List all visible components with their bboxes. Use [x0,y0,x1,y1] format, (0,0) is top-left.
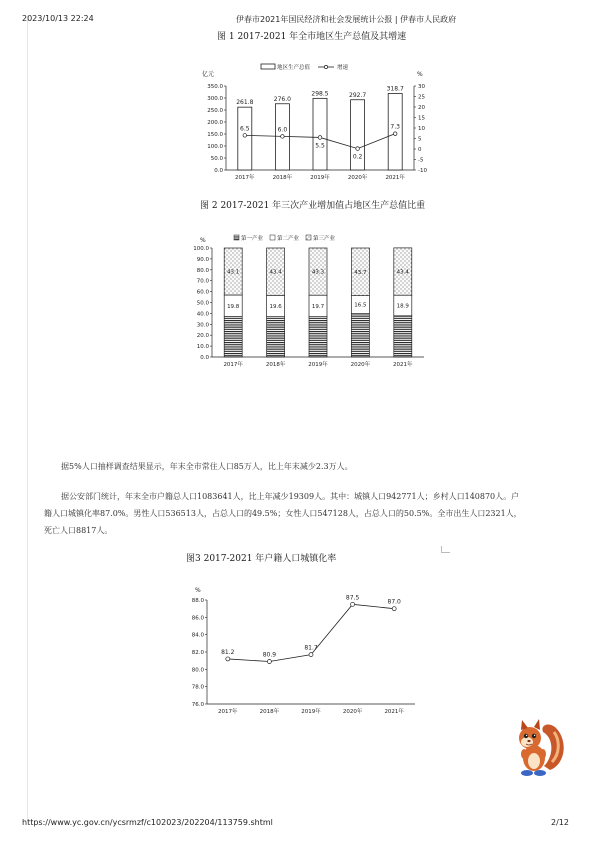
chart1-bar [313,98,327,170]
chart1-y-left-tick-label: 150.0 [207,132,223,138]
chart2-segment-value-label: 43.4 [269,269,282,276]
figure-1-title: 图 1 2017-2021 年全市地区生产总值及其增速 [217,32,407,42]
chart1-x-tick-label: 2021年 [385,175,405,181]
chart1-x-tick-label: 2020年 [347,175,368,181]
chart2-legend-secondary-swatch [270,235,275,240]
chart2-x-tick-label: 2020年 [350,362,371,368]
chart2-y-tick-label: 60.0 [196,289,209,296]
chart2-x-tick-label: 2017年 [223,362,243,368]
chart2-bar-segment [224,317,242,357]
chart1-y-right-tick-label: 20 [418,105,425,111]
chart3-y-tick-label: 76.0 [191,702,204,708]
chart1-legend-line-label: 增速 [337,65,349,71]
chart3-point [267,660,271,664]
chart1-y-left-tick-label: 300.0 [207,96,223,102]
chart2-segment-value-label: 43.1 [227,269,240,276]
chart1-y-left-tick-label: 0.0 [214,168,223,174]
chart2-x-tick-label: 2021年 [393,362,413,368]
chart1-bar [238,107,252,170]
chart1-y-left-tick-label: 100.0 [207,144,223,150]
chart3-y-tick-label: 80.0 [191,667,204,674]
chart3-y-tick-label: 86.0 [191,615,204,622]
chart1-y-left-tick-label: 350.0 [207,84,223,90]
chart2-bar-segment [394,316,412,357]
chart1-y-left-label: 亿元 [202,71,215,78]
chart1-growth-value-label: 7.3 [390,123,400,131]
chart2-segment-value-label: 18.9 [396,303,409,310]
chart3-x-tick-label: 2018年 [259,709,280,715]
figure-1-chart [190,60,440,185]
chart3-value-label: 81.7 [304,644,318,652]
chart2-segment-value-label: 43.4 [396,269,409,276]
chart1-y-right-tick-label: -5 [418,157,424,164]
chart1-bar-value-label: 261.8 [236,99,254,107]
chart1-y-right-tick-label: 30 [418,84,425,90]
figure-3-title: 图3 2017-2021 年户籍人口城镇化率 [186,554,337,564]
chart1-growth-point [281,135,285,139]
chart2-bar-segment [351,314,369,357]
chart2-segment-value-label: 19.8 [227,303,240,310]
chart2-legend-tertiary-label: 第三产业 [313,236,336,242]
chart2-y-tick-label: 50.0 [196,300,209,307]
chart2-legend-primary-swatch [234,235,239,240]
chart1-y-right-tick-label: 25 [418,94,425,101]
paragraph-registered-line2: 籍人口城镇化率87.0%。男性人口536513人，占总人口的49.5%；女性人口547128人，占总人口的50.5%。全市出生人口2321人， [44,509,522,518]
figure-3-chart [185,582,425,722]
chart3-value-label: 81.2 [221,648,235,656]
chart3-y-tick-label: 84.0 [191,632,204,639]
chart2-segment-value-label: 19.6 [269,303,282,310]
chart1-y-right-tick-label: -10 [418,168,427,174]
chart1-growth-point [356,147,360,151]
chart1-legend-bar-label: 地区生产总值 [277,65,311,71]
chart3-point [226,657,230,661]
chart2-legend [234,234,336,242]
chart3-point [309,653,313,657]
chart1-growth-value-label: 6.5 [240,125,250,133]
chart1-growth-value-label: 6.0 [277,126,288,134]
figure-2-title: 图 2 2017-2021 年三次产业增加值占地区生产总值比重 [200,201,426,211]
chart3-x-tick-label: 2019年 [301,709,321,715]
chart2-y-tick-label: 30.0 [196,322,209,329]
chart3-y-tick-label: 82.0 [191,650,204,656]
chart3-x-tick-label: 2021年 [384,709,404,715]
chart1-growth-value-label: 5.5 [315,142,325,150]
chart1-legend [261,63,349,71]
chart2-bar-segment [267,317,285,357]
figure-2-chart [192,232,432,372]
chart1-y-left-tick-label: 200.0 [207,120,223,126]
squirrel-mascot-icon [510,718,566,778]
chart1-bar-value-label: 318.7 [386,85,404,93]
print-timestamp: 2023/10/13 22:24 [22,14,94,23]
chart2-y-label: % [200,237,206,244]
chart3-y-label: % [195,587,201,594]
corner-mark [441,546,450,553]
chart2-legend-tertiary-swatch [306,235,311,240]
chart2-segment-value-label: 43.7 [354,269,367,276]
chart3-y-tick-label: 78.0 [191,684,204,691]
paragraph-population: 据5%人口抽样调查结果显示，年末全市常住人口85万人，比上年末减少2.3万人。 [61,462,353,471]
page-number: 2/12 [551,818,569,827]
chart1-bar-value-label: 298.5 [311,90,329,98]
chart1-y-left-tick-label: 50.0 [210,156,223,162]
chart3-x-tick-label: 2017年 [218,709,238,715]
chart2-bar-segment [309,317,327,357]
chart2-y-tick-label: 80.0 [196,267,209,274]
chart2-y-tick-label: 20.0 [196,333,209,340]
chart3-value-label: 80.9 [262,651,277,659]
page-url[interactable]: https://www.yc.gov.cn/ycsrmzf/c102023/202204/113759.shtml [22,818,273,827]
chart1-growth-point [318,136,322,140]
chart2-segment-value-label: 43.3 [311,269,325,276]
page-margin-rule [27,16,28,821]
chart2-legend-primary-label: 第一产业 [241,236,264,242]
chart1-x-tick-label: 2019年 [310,175,330,181]
chart2-x-tick-label: 2019年 [308,362,328,368]
chart3-value-label: 87.5 [345,594,360,602]
chart2-segment-value-label: 16.5 [354,302,367,309]
chart3-x-tick-label: 2020年 [342,709,363,715]
chart1-growth-value-label: 0.2 [352,153,363,161]
chart1-y-right-label: % [417,71,423,78]
chart2-segment-value-label: 19.7 [311,303,325,310]
chart3-value-label: 87.0 [387,598,401,606]
chart1-y-right-tick-label: 10 [418,126,425,132]
page-title: 伊春市2021年国民经济和社会发展统计公报 | 伊春市人民政府 [236,15,457,24]
chart3-point [351,602,355,606]
chart1-growth-point [243,134,247,138]
chart1-y-left-tick-label: 250.0 [207,108,223,114]
chart2-y-tick-label: 100.0 [193,246,209,252]
chart1-growth-point [393,132,397,136]
chart2-y-tick-label: 90.0 [196,256,209,263]
paragraph-registered-line1: 据公安部门统计，年末全市户籍总人口1083641人，比上年减少19309人。其中：城镇人口942771人；乡村人口140870人。户 [61,492,520,501]
chart3-y-tick-label: 88.0 [191,598,204,604]
chart1-y-right-tick-label: 5 [418,136,422,143]
chart2-x-tick-label: 2018年 [265,362,286,368]
chart1-y-right-tick-label: 15 [418,115,425,122]
chart2-legend-secondary-label: 第二产业 [277,236,300,242]
chart1-x-tick-label: 2017年 [235,175,255,181]
chart2-y-tick-label: 10.0 [196,344,209,351]
chart1-x-tick-label: 2018年 [272,175,293,181]
chart1-legend-bar-swatch [261,64,275,69]
chart3-point [392,607,396,611]
chart2-y-tick-label: 70.0 [196,278,209,285]
chart2-y-tick-label: 40.0 [196,311,209,318]
paragraph-registered-line3: 死亡人口8817人。 [44,526,113,535]
chart2-y-tick-label: 0.0 [200,355,209,361]
chart1-bar-value-label: 292.7 [349,91,367,99]
chart1-bar-value-label: 276.0 [273,95,291,103]
chart1-y-right-tick-label: 0 [418,147,422,153]
chart1-legend-line-marker [324,65,327,68]
